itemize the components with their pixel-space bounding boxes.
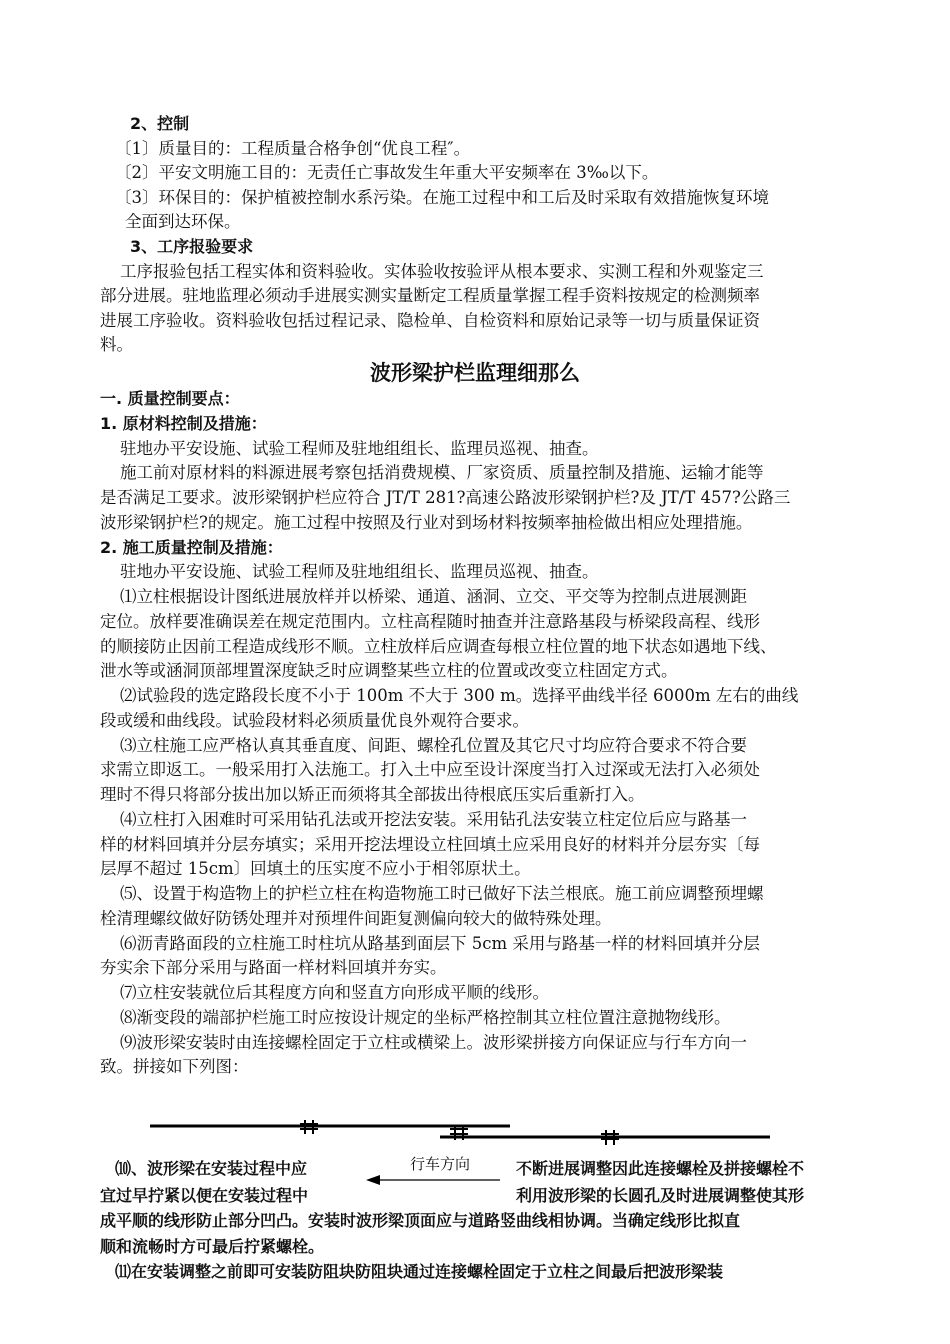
- text-line: 〔1〕质量目的：工程质量合格争创“优良工程″。: [115, 138, 471, 158]
- text-line: 波形梁钢护栏?的规定。施工过程中按照及行业对到场材料按频率抽检做出相应处理措施。: [100, 512, 753, 532]
- direction-label: 行车方向: [410, 1155, 471, 1173]
- heading-line: 1. 原材料控制及措施：: [100, 413, 267, 433]
- text-line: 夯实余下部分采用与路面一样材料回填并夯实。: [100, 958, 447, 978]
- text-line: 理时不得只将部分拔出加以矫正而须将其全部拔出待根底压实后重新打入。: [100, 785, 645, 804]
- heading-line: 利用波形梁的长圆孔及时进展调整使其形: [516, 1186, 805, 1205]
- text-line: ⑹沥青路面段的立柱施工时柱坑从路基到面层下 5cm 采用与路基一样的材料回填并分层: [120, 933, 760, 953]
- text-line: 驻地办平安设施、试验工程师及驻地组组长、监理员巡视、抽查。: [120, 438, 599, 458]
- text-line: ⑴立柱根据设计图纸进展放样并以桥梁、通道、涵洞、立交、平交等为控制点进展测距: [120, 587, 747, 606]
- heading-line: ⑽、波形梁在安装过程中应: [115, 1159, 308, 1178]
- heading-line: 2. 施工质量控制及措施：: [100, 537, 283, 557]
- text-line: 致。拼接如下列图：: [100, 1057, 249, 1077]
- heading-line: 顺和流畅时方可最后拧紧螺栓。: [100, 1236, 325, 1256]
- heading-line: 不断进展调整因此连接螺栓及拼接螺栓不: [516, 1159, 805, 1178]
- text-line: 〔3〕环保目的：保护植被控制水系污染。在施工过程中和工后及时采取有效措施恢复环境: [115, 187, 769, 207]
- text-line: 样的材料回填并分层夯填实；采用开挖法埋设立柱回填土应采用良好的材料并分层夯实〔每: [100, 834, 760, 854]
- heading-line: 2、控制: [130, 114, 190, 133]
- text-line: ⑺立柱安装就位后其程度方向和竖直方向形成平顺的线形。: [120, 983, 549, 1002]
- heading-line: ⑾在安装调整之前即可安装防阻块防阻块通过连接螺栓固定于立柱之间最后把波形梁装: [115, 1262, 724, 1281]
- text-line: 全面到达环保。: [125, 212, 241, 232]
- text-line: 泄水等或涵洞顶部埋置深度缺乏时应调整某些立柱的位置或改变立柱固定方式。: [100, 661, 678, 681]
- text-line: 求需立即返工。一般采用打入法施工。打入土中应至设计深度当打入过深或无法打入必须处: [100, 760, 760, 780]
- text-line: 是否满足工要求。波形梁钢护栏应符合 JT/T 281?高速公路波形梁钢护栏?及 JT/T 457?公路三: [100, 488, 791, 507]
- text-line: 施工前对原材料的料源进展考察包括消费规模、厂家资质、质量控制及措施、运输才能等: [120, 463, 764, 483]
- text-line: 工序报验包括工程实体和资料验收。实体验收按验评从根本要求、实测工程和外观鉴定三: [120, 261, 764, 281]
- text-line: 栓清理螺纹做好防锈处理并对预埋件间距复测偏向较大的做特殊处理。: [100, 908, 612, 928]
- text-line: ⑵试验段的选定路段长度不小于 100m 不大于 300 m。选择平曲线半径 6000m 左右的曲线: [120, 686, 799, 705]
- text-line: 段或缓和曲线段。试验段材料必须质量优良外观符合要求。: [100, 710, 529, 730]
- heading-line: 宜过早拧紧以便在安装过程中: [100, 1186, 309, 1205]
- text-line: ⑼波形梁安装时由连接螺栓固定于立柱或横梁上。波形梁拼接方向保证应与行车方向一: [120, 1032, 747, 1052]
- text-line: ⑷立柱打入困难时可采用钻孔法或开挖法安装。采用钻孔法安装立柱定位后应与路基一: [120, 809, 747, 829]
- heading-line: 一. 质量控制要点：: [100, 389, 240, 408]
- text-line: 的顺接防止因前工程造成线形不顺。立柱放样后应调查每根立柱位置的地下状态如遇地下线、: [100, 636, 777, 656]
- heading-line: 成平顺的线形防止部分凹凸。安装时波形梁顶面应与道路竖曲线相协调。当确定线形比拟直: [100, 1211, 741, 1230]
- heading-line: 3、工序报验要求: [130, 237, 254, 256]
- text-line: 驻地办平安设施、试验工程师及驻地组组长、监理员巡视、抽查。: [120, 562, 599, 582]
- text-line: 部分进展。驻地监理必须动手进展实测实量断定工程质量掌握工程手资料按规定的检测频率: [100, 286, 760, 306]
- text-line: 料。: [100, 335, 133, 355]
- text-line: 层厚不超过 15cm〕回填土的压实度不应小于相邻原状土。: [100, 859, 531, 879]
- text-line: 定位。放样要准确误差在规定范围内。立柱高程随时抽查并注意路基段与桥梁段高程、线形: [100, 611, 760, 631]
- text-line: ⑶立柱施工应严格认真其垂直度、间距、螺栓孔位置及其它尺寸均应符合要求不符合要: [120, 735, 747, 755]
- text-line: ⑸、设置于构造物上的护栏立柱在构造物施工时已做好下法兰根底。施工前应调整预埋螺: [120, 884, 764, 903]
- text-line: 进展工序验收。资料验收包括过程记录、隐检单、自检资料和原始记录等一切与质量保证资: [100, 310, 760, 330]
- arrow-head-icon: [366, 1175, 380, 1185]
- text-line: ⑻渐变段的端部护栏施工时应按设计规定的坐标严格控制其立柱位置注意抛物线形。: [120, 1007, 731, 1027]
- text-line: 〔2〕平安文明施工目的：无责任亡事故发生年重大平安频率在 3‰以下。: [115, 163, 659, 183]
- section-title: 波形梁护栏监理细那么: [370, 361, 580, 385]
